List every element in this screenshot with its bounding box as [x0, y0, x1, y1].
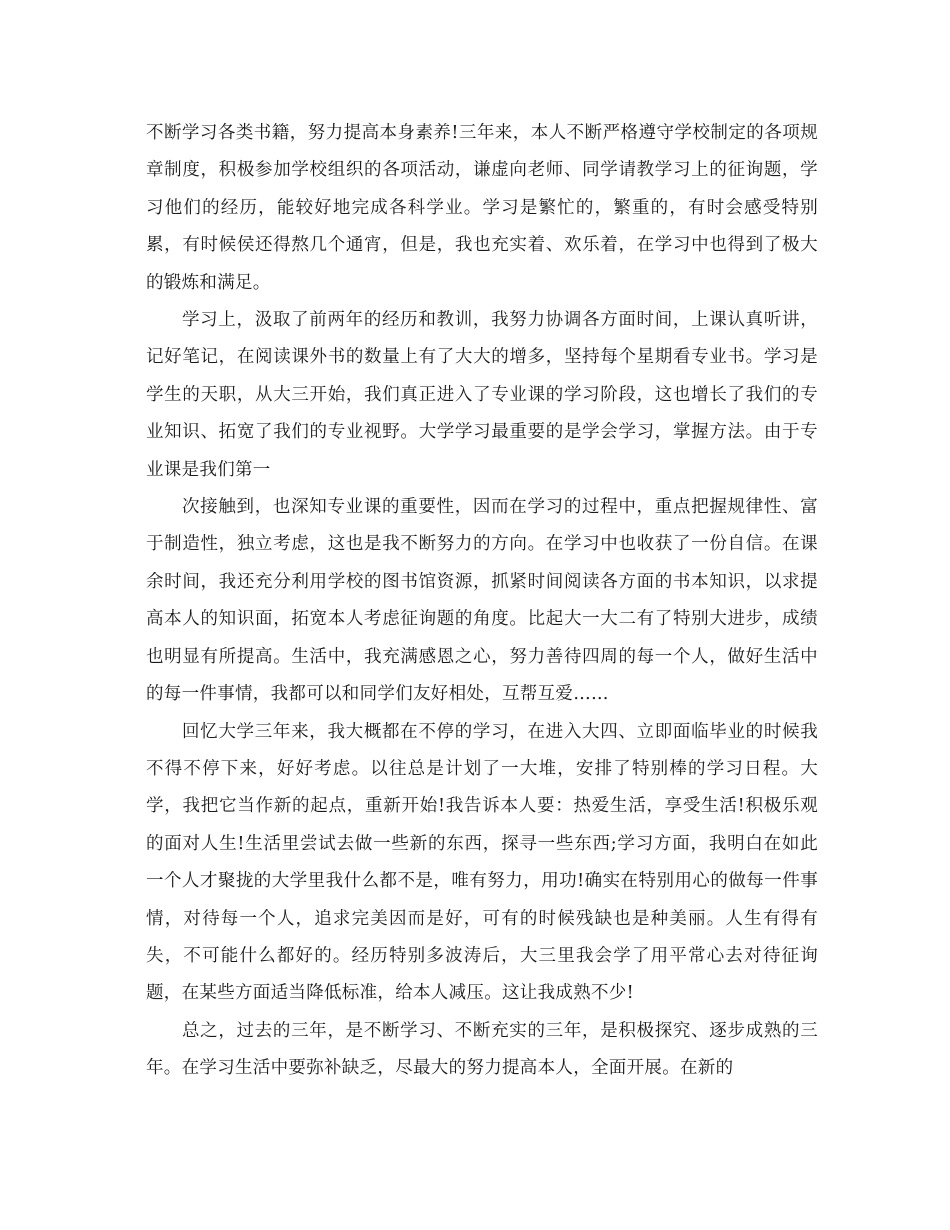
paragraph-2: 学习上，汲取了前两年的经历和教训，我努力协调各方面时间，上课认真听讲，记好笔记，在阅读课外书的数量上有了大大的增多，坚持每个星期看专业书。学习是学生的天职，从大三开始，我们真正进入了专业课的学习阶段，这也增长了我们的专业知识、拓宽了我们的专业视野。大学学习最重要的是学会学习，掌握方法。由于专业课是我们第一	[146, 310, 818, 480]
paragraph-4: 回忆大学三年来，我大概都在不停的学习，在进入大四、立即面临毕业的时候我不得不停下来，好好考虑。以往总是计划了一大堆，安排了特别棒的学习日程。大学，我把它当作新的起点，重新开始!我告诉本人要：热爱生活，享受生活!积极乐观的面对人生!生活里尝试去做一些新的东西，探寻一些东西;学习方面，我明白在如此一个人才聚拢的大学里我什么都不是，唯有努力，用功!确实在特别用心的做每一件事情，对待每一个人，追求完美因而是好，可有的时候残缺也是种美丽。人生有得有失，不可能什么都好的。经历特别多波涛后，大三里我会学了用平常心去对待征询题，在某些方面适当降低标准，给本人减压。这让我成熟不少!	[146, 721, 818, 1004]
paragraph-1: 不断学习各类书籍，努力提高本身素养!三年来，本人不断严格遵守学校制定的各项规章制度，积极参加学校组织的各项活动，谦虚向老师、同学请教学习上的征询题，学习他们的经历，能较好地完成各科学业。学习是繁忙的，繁重的，有时会感受特别累，有时候侯还得熬几个通宵，但是，我也充实着、欢乐着，在学习中也得到了极大的锻炼和满足。	[146, 123, 818, 293]
paragraph-3: 次接触到，也深知专业课的重要性，因而在学习的过程中，重点把握规律性、富于制造性，独立考虑，这也是我不断努力的方向。在学习中也收获了一份自信。在课余时间，我还充分利用学校的图书馆资源，抓紧时间阅读各方面的书本知识，以求提高本人的知识面，拓宽本人考虑征询题的角度。比起大一大二有了特别大进步，成绩也明显有所提高。生活中，我充满感恩之心，努力善待四周的每一个人，做好生活中的每一件事情，我都可以和同学们友好相处，互帮互爱……	[146, 497, 818, 705]
document-body	[146, 115, 818, 1088]
paragraph-5: 总之，过去的三年，是不断学习、不断充实的三年，是积极探究、逐步成熟的三年。在学习生活中要弥补缺乏，尽最大的努力提高本人，全面开展。在新的	[146, 1020, 818, 1079]
